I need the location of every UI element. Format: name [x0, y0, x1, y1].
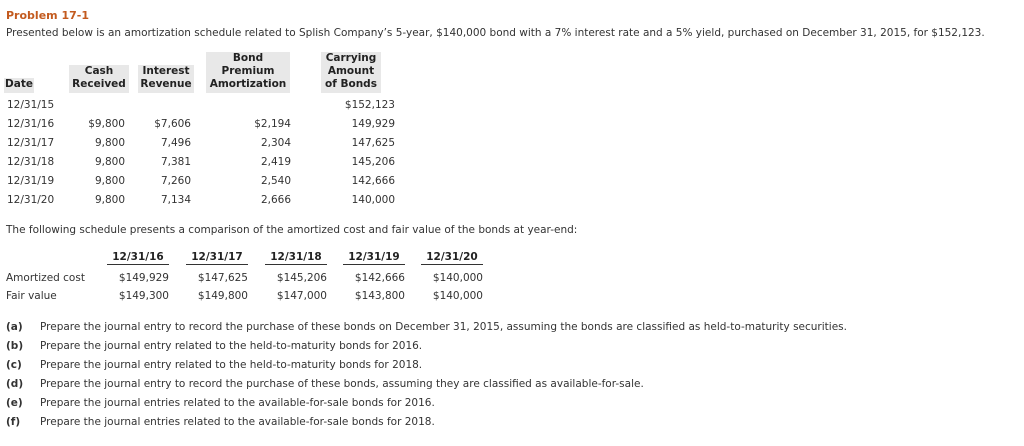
schedule-interest: 7,381	[160, 156, 191, 168]
question-letter: (e)	[6, 397, 23, 409]
comparison-value: $149,300	[118, 290, 169, 302]
question-item	[6, 359, 422, 371]
schedule-interest: 7,496	[160, 137, 191, 149]
schedule-date: 12/31/15	[7, 99, 55, 111]
schedule-date: 12/31/20	[7, 194, 55, 206]
question-letter: (d)	[6, 378, 24, 390]
problem-title: Problem 17-1	[6, 9, 89, 22]
schedule-cash: 9,800	[94, 156, 125, 168]
comparison-date-header: 12/31/20	[421, 250, 483, 265]
schedule-cash: 9,800	[94, 194, 125, 206]
schedule-cash: 9,800	[94, 175, 125, 187]
schedule-date: 12/31/19	[7, 175, 55, 187]
schedule-premium: 2,304	[260, 137, 291, 149]
comparison-value: $147,000	[276, 290, 327, 302]
schedule-premium: 2,666	[260, 194, 291, 206]
question-text: Prepare the journal entry related to the held-to-maturity bonds for 2018.	[40, 359, 423, 371]
schedule-premium	[231, 98, 291, 112]
schedule-premium: $2,194	[254, 118, 291, 130]
schedule-carrying: $152,123	[344, 99, 395, 111]
question-text: Prepare the journal entries related to the available-for-sale bonds for 2018.	[40, 416, 435, 428]
question-text: Prepare the journal entry related to the held-to-maturity bonds for 2016.	[40, 340, 423, 352]
comparison-value: $140,000	[432, 272, 483, 284]
schedule-date: 12/31/16	[7, 118, 55, 130]
question-letter: (c)	[6, 359, 22, 371]
schedule-carrying: 147,625	[351, 137, 395, 149]
schedule-carrying: 142,666	[351, 175, 395, 187]
comparison-date-header: 12/31/19	[343, 250, 405, 265]
schedule-cash	[65, 98, 125, 112]
schedule-cash: $9,800	[88, 118, 125, 130]
comparison-value: $140,000	[432, 290, 483, 302]
comparison-value: $149,929	[118, 272, 169, 284]
schedule-premium: 2,540	[260, 175, 291, 187]
schedule-carrying: 140,000	[351, 194, 395, 206]
schedule-interest: $7,606	[154, 118, 191, 130]
schedule-carrying: 149,929	[351, 118, 395, 130]
comparison-row-label: Fair value	[6, 290, 57, 302]
schedule-interest: 7,134	[160, 194, 191, 206]
problem-intro: Presented below is an amortization schedule related to Splish Company’s 5-year, $140,000 bond with a 7% interest rate and a 5% yield, purchased on December 31, 2015, for $152,123.	[6, 27, 985, 39]
question-text: Prepare the journal entry to record the purchase of these bonds, assuming they are classified as available-for-sale.	[40, 378, 644, 390]
comparison-value: $143,800	[354, 290, 405, 302]
header-carrying-amount: Carrying Amount of Bonds	[321, 52, 381, 93]
question-text: Prepare the journal entries related to the available-for-sale bonds for 2016.	[40, 397, 435, 409]
comparison-date-header: 12/31/16	[107, 250, 169, 265]
comparison-intro: The following schedule presents a comparison of the amortized cost and fair value of the bonds at year-end:	[6, 224, 578, 236]
question-item	[6, 340, 422, 352]
comparison-value: $147,625	[197, 272, 248, 284]
schedule-carrying: 145,206	[351, 156, 395, 168]
schedule-interest	[131, 98, 191, 112]
comparison-table	[0, 248, 500, 308]
comparison-value: $142,666	[354, 272, 405, 284]
comparison-value: $145,206	[276, 272, 327, 284]
schedule-premium: 2,419	[260, 156, 291, 168]
comparison-row-label: Amortized cost	[6, 272, 85, 284]
header-bond-premium-amortization: Bond Premium Amortization	[206, 52, 290, 93]
schedule-cash: 9,800	[94, 137, 125, 149]
question-text: Prepare the journal entry to record the purchase of these bonds on December 31, 2015, assuming the bonds are classified as held-to-maturity securities.	[40, 321, 847, 333]
header-interest-revenue: Interest Revenue	[138, 65, 194, 93]
question-item	[6, 321, 847, 333]
question-letter: (f)	[6, 416, 21, 428]
amortization-schedule	[0, 50, 420, 210]
header-date: Date	[4, 78, 34, 93]
schedule-interest: 7,260	[160, 175, 191, 187]
question-item	[6, 378, 644, 390]
question-item	[6, 416, 435, 428]
question-letter: (a)	[6, 321, 23, 333]
comparison-value: $149,800	[197, 290, 248, 302]
schedule-date: 12/31/17	[7, 137, 55, 149]
header-cash-received: Cash Received	[69, 65, 129, 93]
question-letter: (b)	[6, 340, 24, 352]
question-item	[6, 397, 435, 409]
comparison-date-header: 12/31/17	[186, 250, 248, 265]
schedule-date: 12/31/18	[7, 156, 55, 168]
comparison-date-header: 12/31/18	[265, 250, 327, 265]
